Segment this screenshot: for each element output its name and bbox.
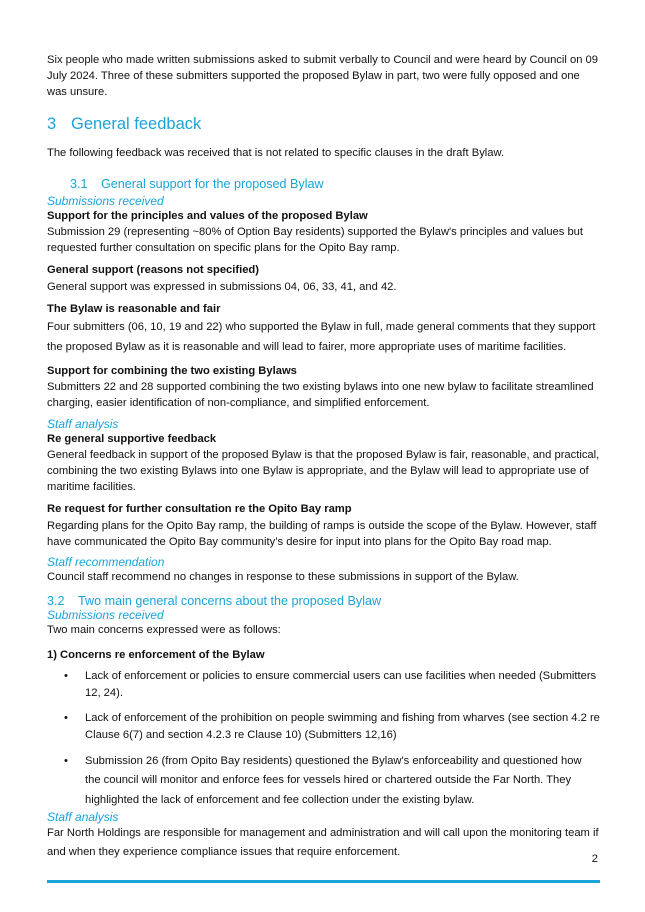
list-item xyxy=(47,752,600,811)
staff-recommendation-heading: Staff recommendation xyxy=(47,555,165,570)
concern-heading: 1) Concerns re enforcement of the Bylaw xyxy=(47,649,265,662)
document-page xyxy=(47,52,600,862)
section-title: General feedback xyxy=(71,114,202,133)
bullet-icon: • xyxy=(64,711,68,724)
analysis-heading: Re request for further consultation re the Opito Bay ramp xyxy=(47,503,352,516)
concerns-intro: Two main concerns expressed were as follows: xyxy=(47,624,281,637)
bullet-icon: • xyxy=(64,669,68,682)
staff-analysis-text: Far North Holdings are responsible for management and administration and will call upon the monitoring team if and when they experience compliance issues that require enforcement. xyxy=(47,827,599,859)
subsection-number: 3.1 xyxy=(70,176,88,191)
bullet-icon: • xyxy=(64,754,68,767)
section-3-2-heading xyxy=(47,594,600,608)
intro-paragraph: Six people who made written submissions asked to submit verbally to Council and were heard by Council on 09 July 2024. Three of these submitters supported the proposed Bylaw in part, two were fully opposed and one was unsure. xyxy=(47,54,598,99)
staff-analysis-heading: Staff analysis xyxy=(47,810,119,825)
subsection-title: Two main general concerns about the proposed Bylaw xyxy=(78,594,382,609)
item-heading: Support for combining the two existing Bylaws xyxy=(47,365,297,378)
submissions-received-heading: Submissions received xyxy=(47,193,164,208)
subsection-title: General support for the proposed Bylaw xyxy=(101,176,324,191)
subsection-number: 3.2 xyxy=(47,594,65,609)
section-number: 3 xyxy=(47,114,57,133)
section-3-intro: The following feedback was received that is not related to specific clauses in the draft Bylaw. xyxy=(47,146,505,159)
concern-list xyxy=(47,668,600,811)
item-text: Submission 29 (representing ~80% of Option Bay residents) supported the Bylaw's principles and values but requested further consultation on specific plans for the Opito Bay ramp. xyxy=(47,226,584,255)
item-text: Four submitters (06, 10, 19 and 22) who supported the Bylaw in full, made general comments that they support the proposed Bylaw as it is reasonable and will lead to fairer, more appropriate uses of maritime facilities. xyxy=(47,321,596,354)
list-item xyxy=(47,710,600,745)
page-number: 2 xyxy=(591,853,598,865)
item-heading: General support (reasons not specified) xyxy=(47,264,259,277)
analysis-text: Regarding plans for the Opito Bay ramp, the building of ramps is outside the scope of the Bylaw. However, staff have communicated the Opito Bay community’s desire for input into plans for the Opito Bay road map. xyxy=(47,519,597,548)
list-item-text: Lack of enforcement of the prohibition on people swimming and fishing from wharves (see section 4.2 re Clause 6(7) and section 4.2.3 re Clause 10) (Submitters 12,16) xyxy=(85,711,600,742)
list-item-text: Lack of enforcement or policies to ensure commercial users can use facilities when needed (Submitters 12, 24). xyxy=(85,669,597,700)
item-text: General support was expressed in submissions 04, 06, 33, 41, and 42. xyxy=(47,280,397,293)
footer-divider xyxy=(47,880,600,883)
submissions-received-heading: Submissions received xyxy=(47,608,164,623)
analysis-heading: Re general supportive feedback xyxy=(47,432,217,445)
staff-analysis-heading: Staff analysis xyxy=(47,416,119,431)
section-3-heading xyxy=(47,114,600,134)
list-item-text: Submission 26 (from Opito Bay residents) questioned the Bylaw's enforceability and questioned how the council will monitor and enforce fees for vessels hired or chartered outside the Far North. They highlighted the lack of enforcement and fee collection under the existing bylaw. xyxy=(85,754,582,806)
item-heading: The Bylaw is reasonable and fair xyxy=(47,302,221,315)
item-text: Submitters 22 and 28 supported combining the two existing bylaws into one new bylaw to facilitate streamlined charging, easier identification of non-compliance, and simplified enforcement. xyxy=(47,381,594,410)
list-item xyxy=(47,668,600,703)
section-3-1-heading xyxy=(70,176,600,192)
staff-recommendation-text: Council staff recommend no changes in response to these submissions in support of the Bylaw. xyxy=(47,571,519,584)
analysis-text: General feedback in support of the proposed Bylaw is that the proposed Bylaw is fair, reasonable, and practical, combining the two existing Bylaws into one Bylaw is appropriate, and the Bylaw will lead to appropriate use of maritime facilities. xyxy=(47,448,600,494)
item-heading: Support for the principles and values of the proposed Bylaw xyxy=(47,209,368,222)
